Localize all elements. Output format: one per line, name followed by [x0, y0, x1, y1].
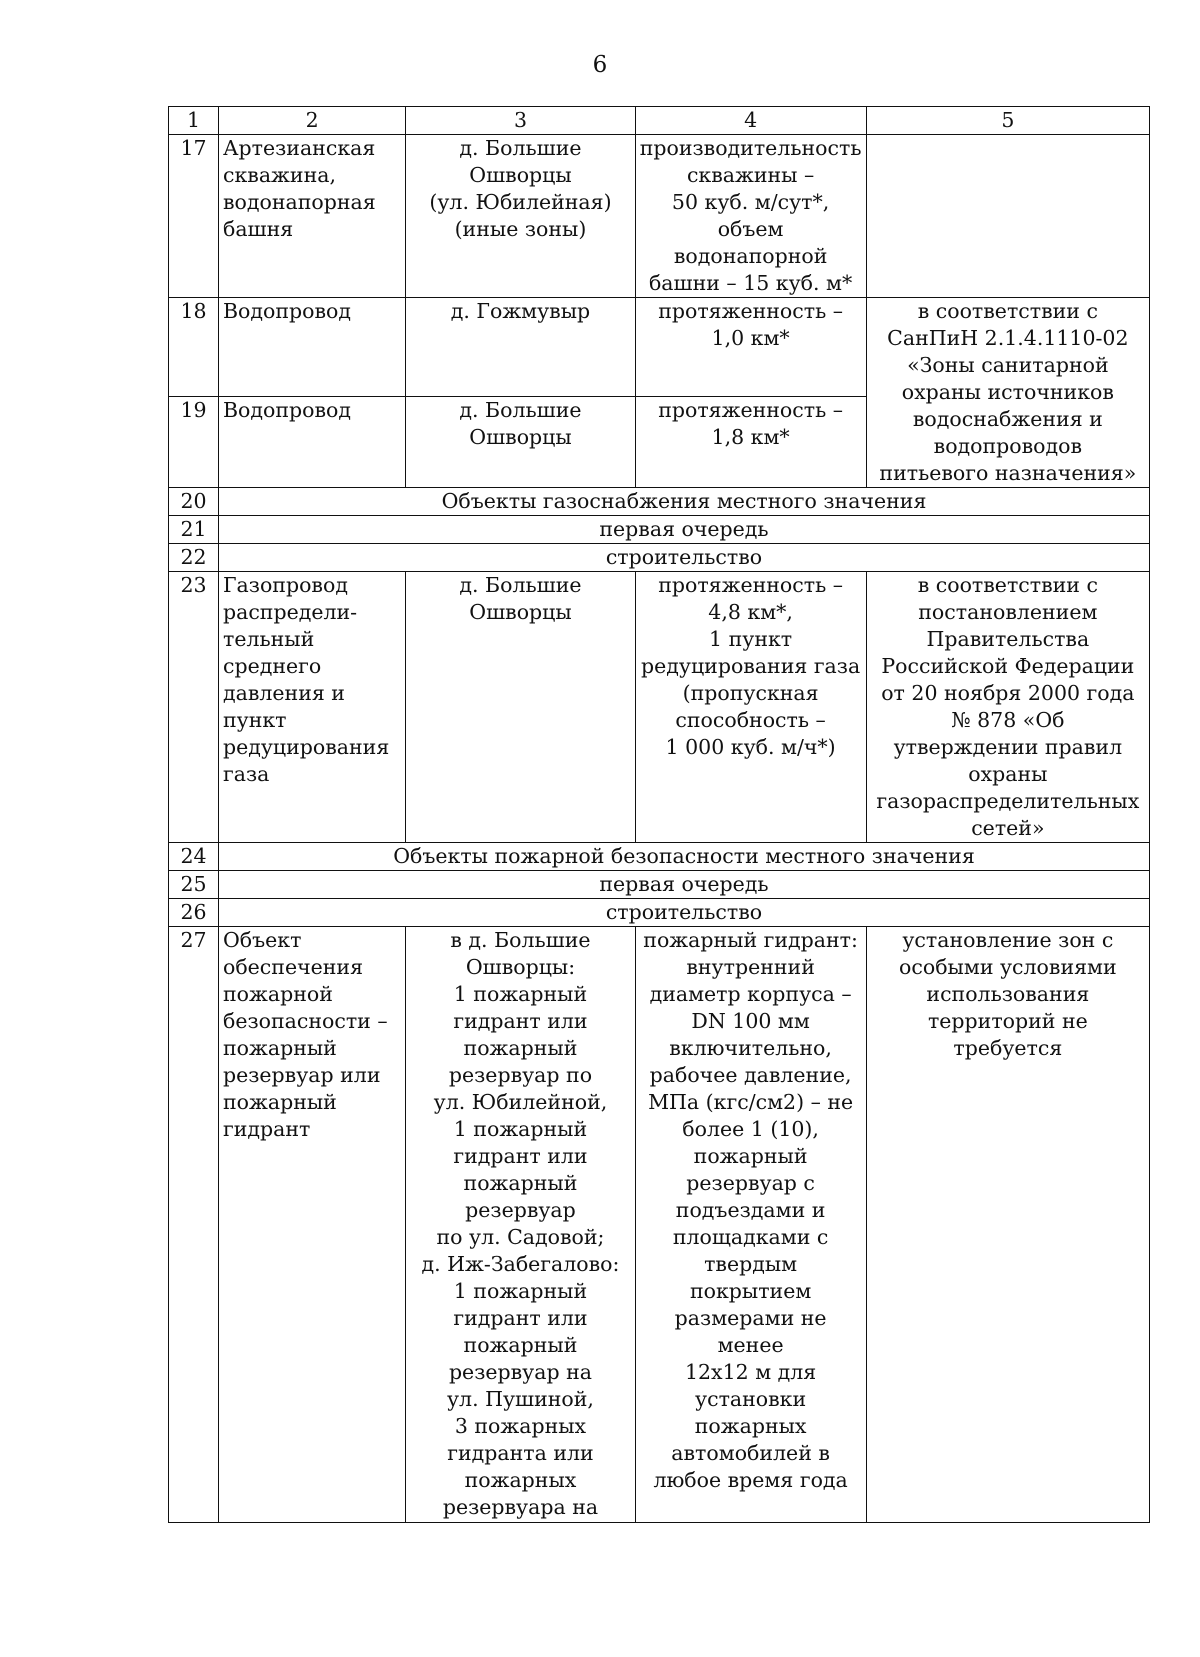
row-number: 26: [169, 899, 219, 927]
object-parameters: протяженность – 4,8 км*, 1 пункт редуцирования газа (пропускная способность – 1 000 куб. м/ч*): [641, 573, 861, 759]
row-number: 22: [169, 544, 219, 572]
row-number: 25: [169, 871, 219, 899]
section-row: [169, 544, 1150, 572]
section-row: [169, 488, 1150, 516]
header-cell-2: 2: [218, 107, 405, 135]
table-row: [169, 572, 1150, 843]
section-row: [169, 516, 1150, 544]
row-number: 18: [169, 298, 219, 397]
header-cell-5: 5: [866, 107, 1149, 135]
table-header-row: [169, 107, 1150, 135]
header-cell-1: 1: [169, 107, 219, 135]
object-name: Водопровод: [222, 398, 351, 422]
object-parameters: протяженность – 1,8 км*: [658, 398, 844, 449]
table-row: [169, 927, 1150, 1523]
object-name: Объект обеспечения пожарной безопасности – пожарный резервуар или пожарный гидрант: [222, 928, 388, 1141]
document-table: [168, 106, 1150, 1523]
section-heading: Объекты газоснабжения местного значения: [218, 488, 1149, 516]
object-location: в д. Большие Ошворцы: 1 пожарный гидрант или пожарный резервуар по ул. Юбилейной, 1 пожарный гидрант или пожарный резервуар по ул. Садовой; д. Иж-Забегалово: 1 пожарный гидрант или пожарный резервуар на ул. Пушиной, 3 пожарных гидранта или пожарных резервуара на: [421, 928, 620, 1519]
zone-requirements: в соответствии с постановлением Правительства Российской Федерации от 20 ноября 2000 года № 878 «Об утверждении правил охраны газораспределительных сетей»: [876, 573, 1140, 840]
table-row: [169, 135, 1150, 298]
object-parameters: протяженность – 1,0 км*: [658, 299, 844, 350]
object-name: Артезианская скважина, водонапорная башня: [222, 136, 376, 241]
page-number: 6: [592, 52, 608, 78]
section-row: [169, 843, 1150, 871]
section-stage: первая очередь: [218, 871, 1149, 899]
object-parameters: производительность скважины – 50 куб. м/сут*, объем водонапорной башни – 15 куб. м*: [639, 136, 862, 295]
section-activity: строительство: [218, 544, 1149, 572]
object-location: д. Большие Ошворцы (ул. Юбилейная) (иные зоны): [429, 136, 612, 241]
object-name: Водопровод: [222, 299, 351, 323]
row-number: 27: [169, 927, 219, 1523]
object-parameters: пожарный гидрант: внутренний диаметр корпуса – DN 100 мм включительно, рабочее давление, МПа (кгс/см2) – не более 1 (10), пожарный резервуар с подъездами и площадками с твердым покрытием размерами не менее 12х12 м для установки пожарных автомобилей в любое время года: [643, 928, 858, 1492]
object-name: Газопровод распредели- тельный среднего давления и пункт редуцирования газа: [222, 573, 390, 786]
header-cell-4: 4: [635, 107, 866, 135]
row-number: 19: [169, 397, 219, 488]
row-number: 20: [169, 488, 219, 516]
row-number: 17: [169, 135, 219, 298]
section-heading: Объекты пожарной безопасности местного значения: [218, 843, 1149, 871]
section-activity: строительство: [218, 899, 1149, 927]
section-row: [169, 871, 1150, 899]
object-location: д. Большие Ошворцы: [459, 398, 582, 449]
section-stage: первая очередь: [218, 516, 1149, 544]
object-location: д. Гожмувыр: [450, 299, 591, 323]
zone-requirements: в соответствии с СанПиН 2.1.4.1110-02 «Зоны санитарной охраны источников водоснабжения и водопроводов питьевого назначения»: [879, 299, 1137, 485]
row-number: 23: [169, 572, 219, 843]
row-number: 21: [169, 516, 219, 544]
row-number: 24: [169, 843, 219, 871]
table-row: [169, 298, 1150, 397]
section-row: [169, 899, 1150, 927]
header-cell-3: 3: [406, 107, 635, 135]
object-location: д. Большие Ошворцы: [459, 573, 582, 624]
zone-requirements: установление зон с особыми условиями использования территорий не требуется: [899, 928, 1117, 1060]
